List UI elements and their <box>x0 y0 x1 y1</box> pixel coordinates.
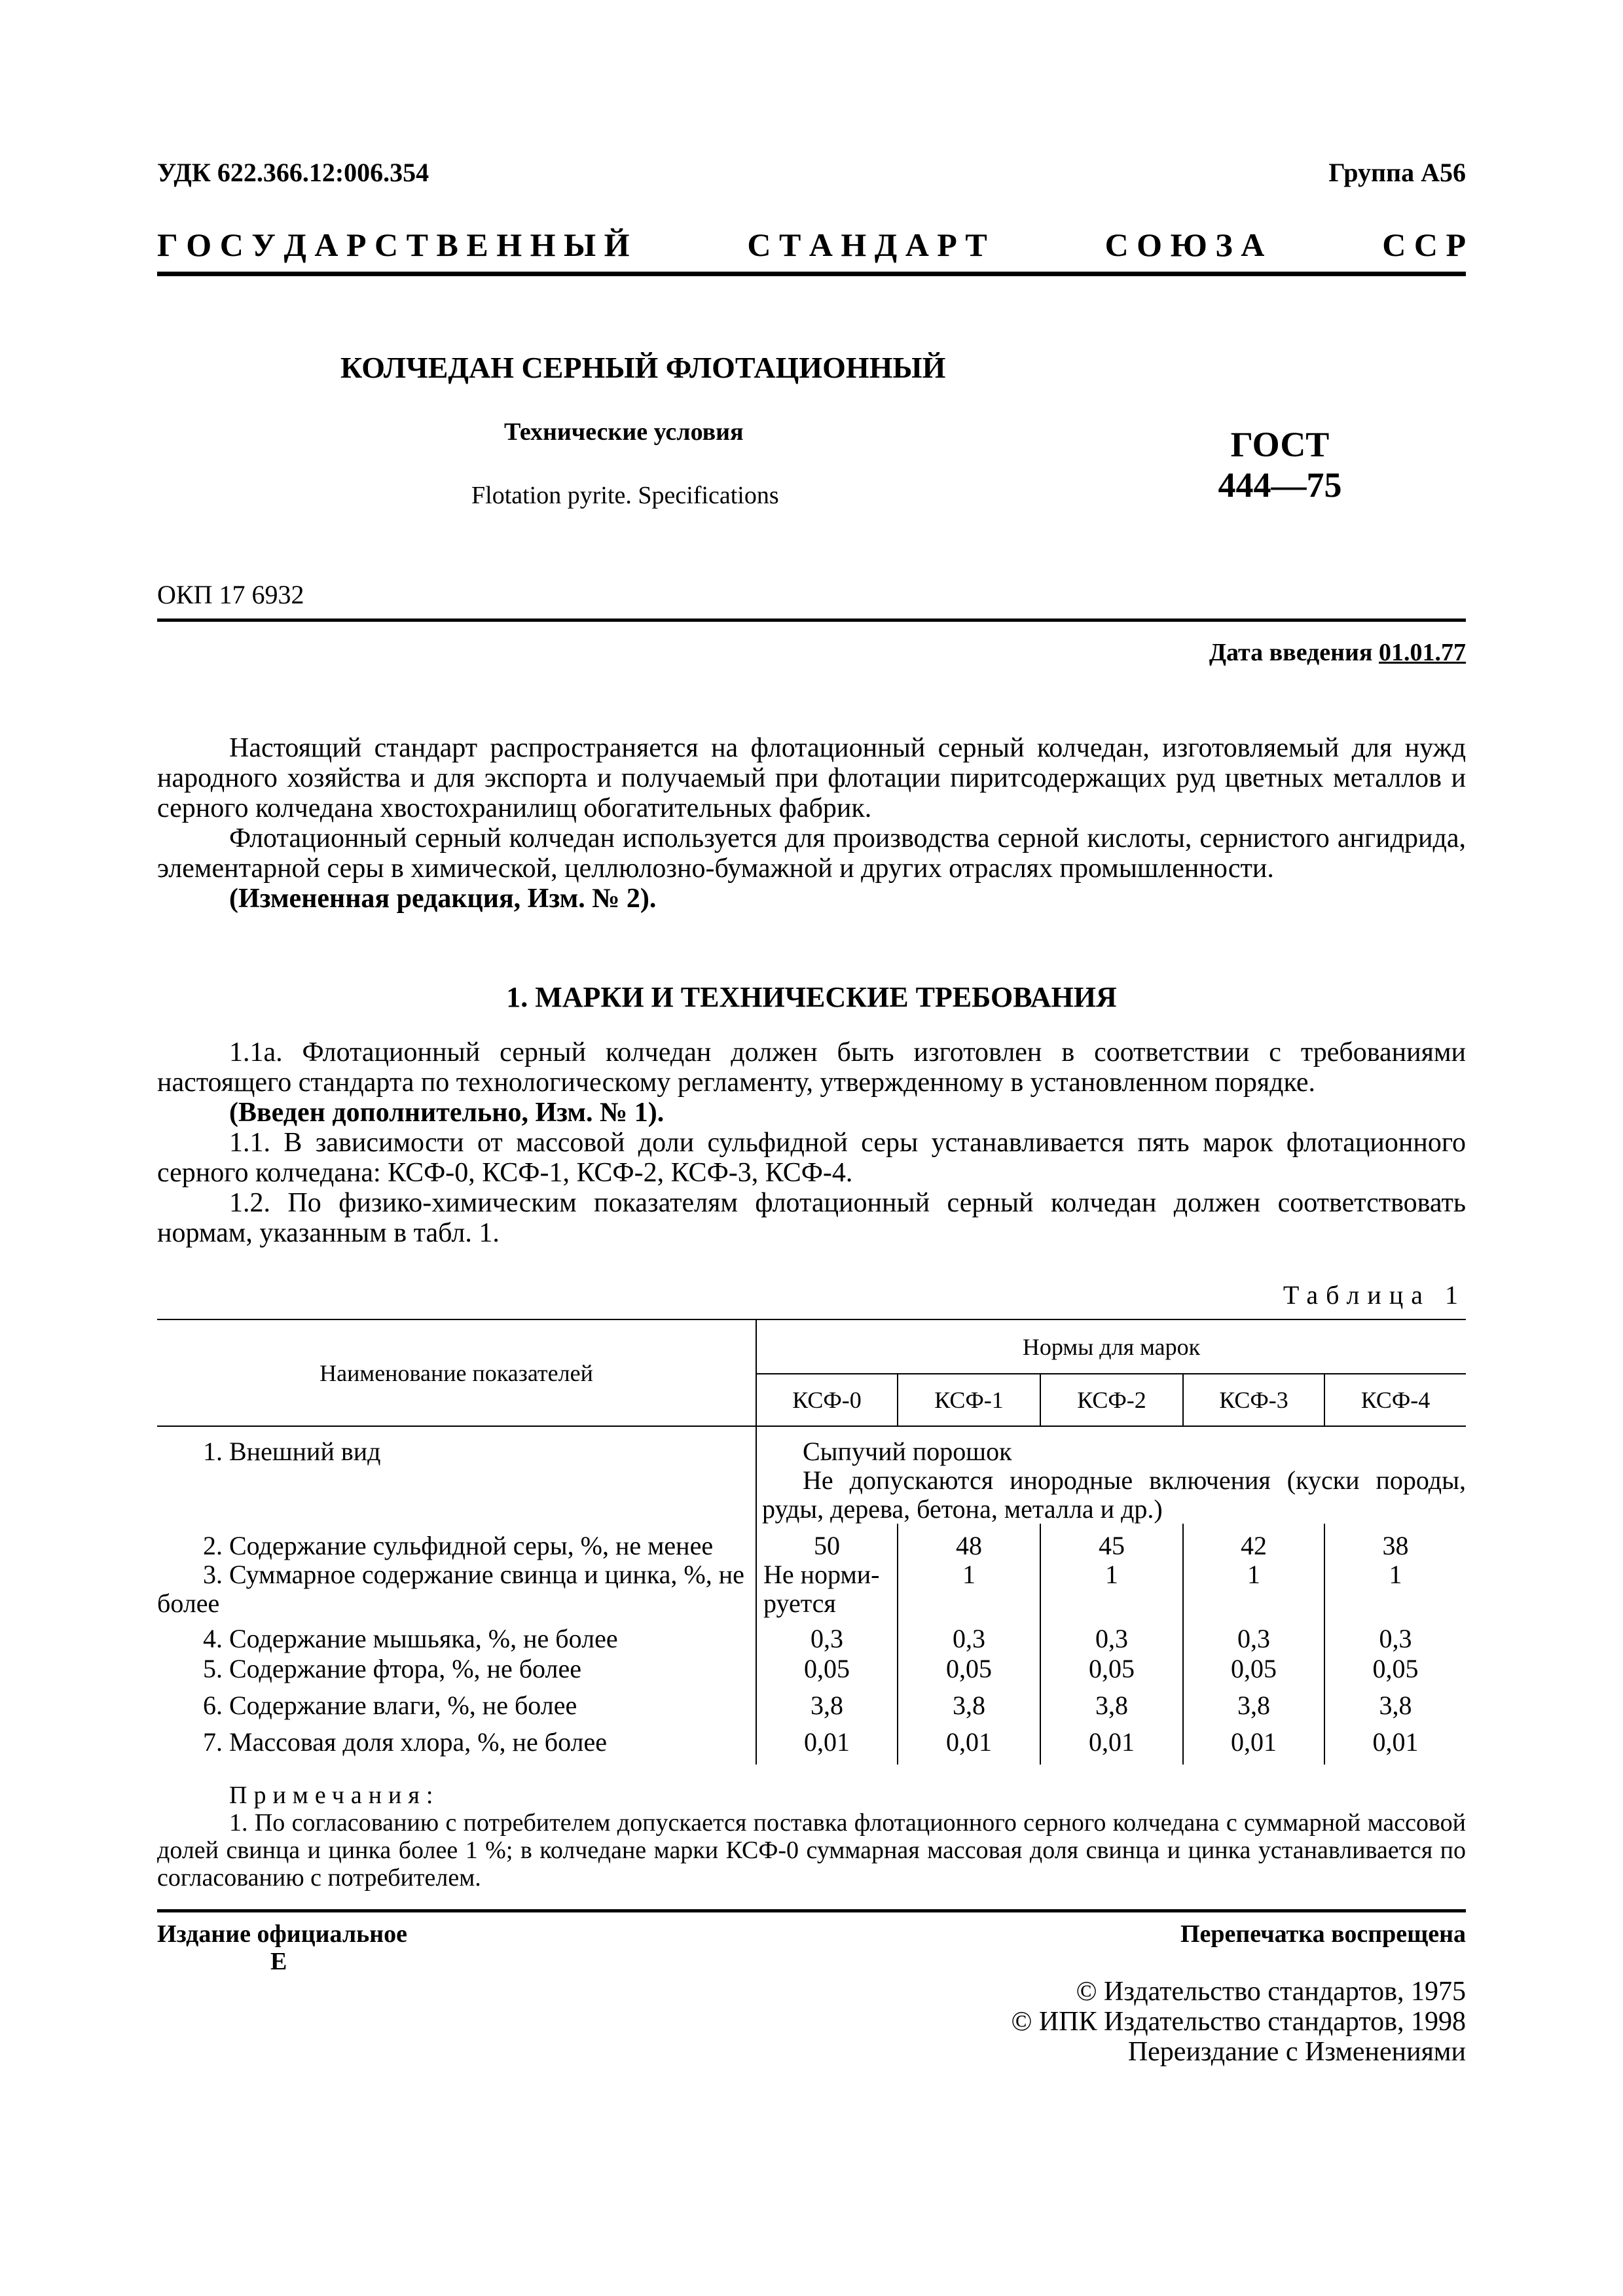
cell-value: 3,8 <box>898 1691 1040 1728</box>
document-subtitle: Технические условия <box>504 418 744 446</box>
english-title: Flotation pyrite. Specifications <box>471 482 779 509</box>
appearance-value <box>756 1426 1466 1524</box>
cell-value: 0,3 <box>898 1618 1040 1655</box>
table-row <box>157 1560 1466 1618</box>
intro-date-value: 01.01.77 <box>1379 639 1466 666</box>
row-name: 3. Суммарное содержание свинца и цинка, %, не более <box>157 1560 744 1618</box>
cell-value: 1 <box>898 1560 1040 1618</box>
okp-divider <box>157 619 1466 622</box>
cell-value: 0,01 <box>756 1728 898 1765</box>
table-notes <box>157 1782 1466 1892</box>
cell-value: 3,8 <box>1324 1691 1466 1728</box>
section-1-text <box>157 1037 1466 1248</box>
cell-value: 3,8 <box>1183 1691 1324 1728</box>
intro-amendment-note: (Измененная редакция, Изм. № 2). <box>229 884 657 914</box>
footer-divider <box>157 1909 1466 1912</box>
grade-header: КСФ-1 <box>898 1374 1040 1426</box>
official-edition: Издание официальное <box>157 1920 408 1948</box>
reprint-prohibited: Перепечатка воспрещена <box>1180 1920 1466 1948</box>
row-name: 7. Массовая доля хлора, %, не более <box>203 1727 608 1757</box>
cell-value: 3,8 <box>756 1691 898 1728</box>
intro-paragraph-2: Флотационный серный колчедан используется для производства серной кислоты, сернистого ангидрида, элементарной серы в химической, целлюлозно-бумажной и других отраслях промышленности. <box>157 823 1466 884</box>
intro-paragraph-1: Настоящий стандарт распространяется на флотационный серный колчедан, изготовляемый для нужд народного хозяйства и для экспорта и получаемый при флотации пиритсодержащих руд цветных металлов и серного колчедана хвостохранилищ обогатительных фабрик. <box>157 733 1466 823</box>
row-name: 4. Содержание мышьяка, %, не более <box>203 1624 618 1653</box>
column-header-name: Наименование показателей <box>157 1319 756 1426</box>
specs-table <box>157 1319 1466 1765</box>
table-row <box>157 1728 1466 1765</box>
intro-date <box>1209 638 1466 667</box>
table-row <box>157 1655 1466 1691</box>
cell-value: 0,05 <box>1183 1655 1324 1691</box>
table-row <box>157 1691 1466 1728</box>
appearance-value-b: Не допускаются инородные включения (куски породы, руды, дерева, бетона, металла и др.) <box>762 1465 1466 1524</box>
section-heading: 1. МАРКИ И ТЕХНИЧЕСКИЕ ТРЕБОВАНИЯ <box>506 981 1117 1013</box>
state-standard-banner <box>157 226 1466 264</box>
intro-date-label: Дата введения <box>1209 639 1379 666</box>
intro-text <box>157 733 1466 914</box>
clause-1-1a: 1.1а. Флотационный серный колчедан должен быть изготовлен в соответствии с требованиями настоящего стандарта по технологическому регламенту, утвержденному в установленном порядке. <box>157 1037 1466 1098</box>
cell-value: 48 <box>898 1524 1040 1560</box>
group-code: Группа А56 <box>1328 158 1466 187</box>
cell-value: Не норми-руется <box>756 1560 898 1618</box>
reissue-note: Переиздание с Изменениями <box>1127 2037 1466 2067</box>
grade-header: КСФ-4 <box>1324 1374 1466 1426</box>
cell-value: 0,01 <box>1183 1728 1324 1765</box>
cell-value: 0,05 <box>898 1655 1040 1691</box>
banner-word-1: Г О С У Д А Р С Т В Е Н Н Ы Й <box>157 226 630 263</box>
copyright-1: © Издательство стандартов, 1975 <box>1076 1977 1466 2007</box>
row-name: 6. Содержание влаги, %, не более <box>203 1691 577 1720</box>
cell-value: 0,3 <box>756 1618 898 1655</box>
udk-code: УДК 622.366.12:006.354 <box>157 158 429 187</box>
table-row <box>157 1426 1466 1524</box>
row-name: 1. Внешний вид <box>203 1437 381 1466</box>
grade-header: КСФ-0 <box>756 1374 898 1426</box>
cell-value: 0,3 <box>1324 1618 1466 1655</box>
table-row <box>157 1524 1466 1560</box>
note-1: 1. По согласованию с потребителем допускается поставка флотационного серного колчедана с суммарной массовой долей свинца и цинка более 1 %; в колчедане марки КСФ-0 суммарная массовая доля свинца и цинка устанавливается по согласованию с потребителем. <box>157 1809 1466 1892</box>
banner-word-2: С Т А Н Д А Р Т <box>747 226 987 263</box>
gost-code: 444—75 <box>1218 465 1342 505</box>
table-row <box>157 1618 1466 1655</box>
document-title: КОЛЧЕДАН СЕРНЫЙ ФЛОТАЦИОННЫЙ <box>340 351 946 384</box>
table-label: Таблица 1 <box>1283 1280 1466 1310</box>
cell-value: 38 <box>1324 1524 1466 1560</box>
cell-value: 50 <box>756 1524 898 1560</box>
copyright-block <box>1011 1977 1466 2067</box>
cell-value: 0,3 <box>1183 1618 1324 1655</box>
cell-value: 0,05 <box>1040 1655 1183 1691</box>
cell-value: 0,3 <box>1040 1618 1183 1655</box>
okp-code: ОКП 17 6932 <box>157 580 304 609</box>
grade-header: КСФ-3 <box>1183 1374 1324 1426</box>
cell-value: 1 <box>1324 1560 1466 1618</box>
row-name: 2. Содержание сульфидной серы, %, не менее <box>203 1531 714 1560</box>
clause-1-2: 1.2. По физико-химическим показателям флотационный серный колчедан должен соответствовать нормам, указанным в табл. 1. <box>157 1188 1466 1248</box>
cell-value: 0,01 <box>1324 1728 1466 1765</box>
copyright-2: © ИПК Издательство стандартов, 1998 <box>1011 2007 1466 2037</box>
clause-1-1: 1.1. В зависимости от массовой доли сульфидной серы устанавливается пять марок флотационного серного колчедана: КСФ-0, КСФ-1, КСФ-2, КСФ-3, КСФ-4. <box>157 1128 1466 1188</box>
cell-value: 0,01 <box>898 1728 1040 1765</box>
cell-value: 42 <box>1183 1524 1324 1560</box>
cell-value: 45 <box>1040 1524 1183 1560</box>
edition-letter: Е <box>270 1948 287 1975</box>
grade-header: КСФ-2 <box>1040 1374 1183 1426</box>
header-divider <box>157 272 1466 276</box>
cell-value: 0,05 <box>1324 1655 1466 1691</box>
clause-1-1a-note: (Введен дополнительно, Изм. № 1). <box>229 1098 665 1128</box>
cell-value: 1 <box>1040 1560 1183 1618</box>
cell-value: 0,05 <box>756 1655 898 1691</box>
notes-heading: Примечания: <box>229 1782 440 1809</box>
row-name: 5. Содержание фтора, %, не более <box>203 1654 581 1683</box>
cell-value: 0,01 <box>1040 1728 1183 1765</box>
gost-label: ГОСТ <box>1230 425 1330 464</box>
column-header-norms: Нормы для марок <box>756 1319 1466 1374</box>
banner-word-3: С О Ю З А <box>1104 226 1265 263</box>
banner-word-4: С С Р <box>1382 226 1466 263</box>
gost-number <box>1198 424 1362 505</box>
appearance-value-a: Сыпучий порошок <box>803 1437 1012 1466</box>
cell-value: 3,8 <box>1040 1691 1183 1728</box>
cell-value: 1 <box>1183 1560 1324 1618</box>
